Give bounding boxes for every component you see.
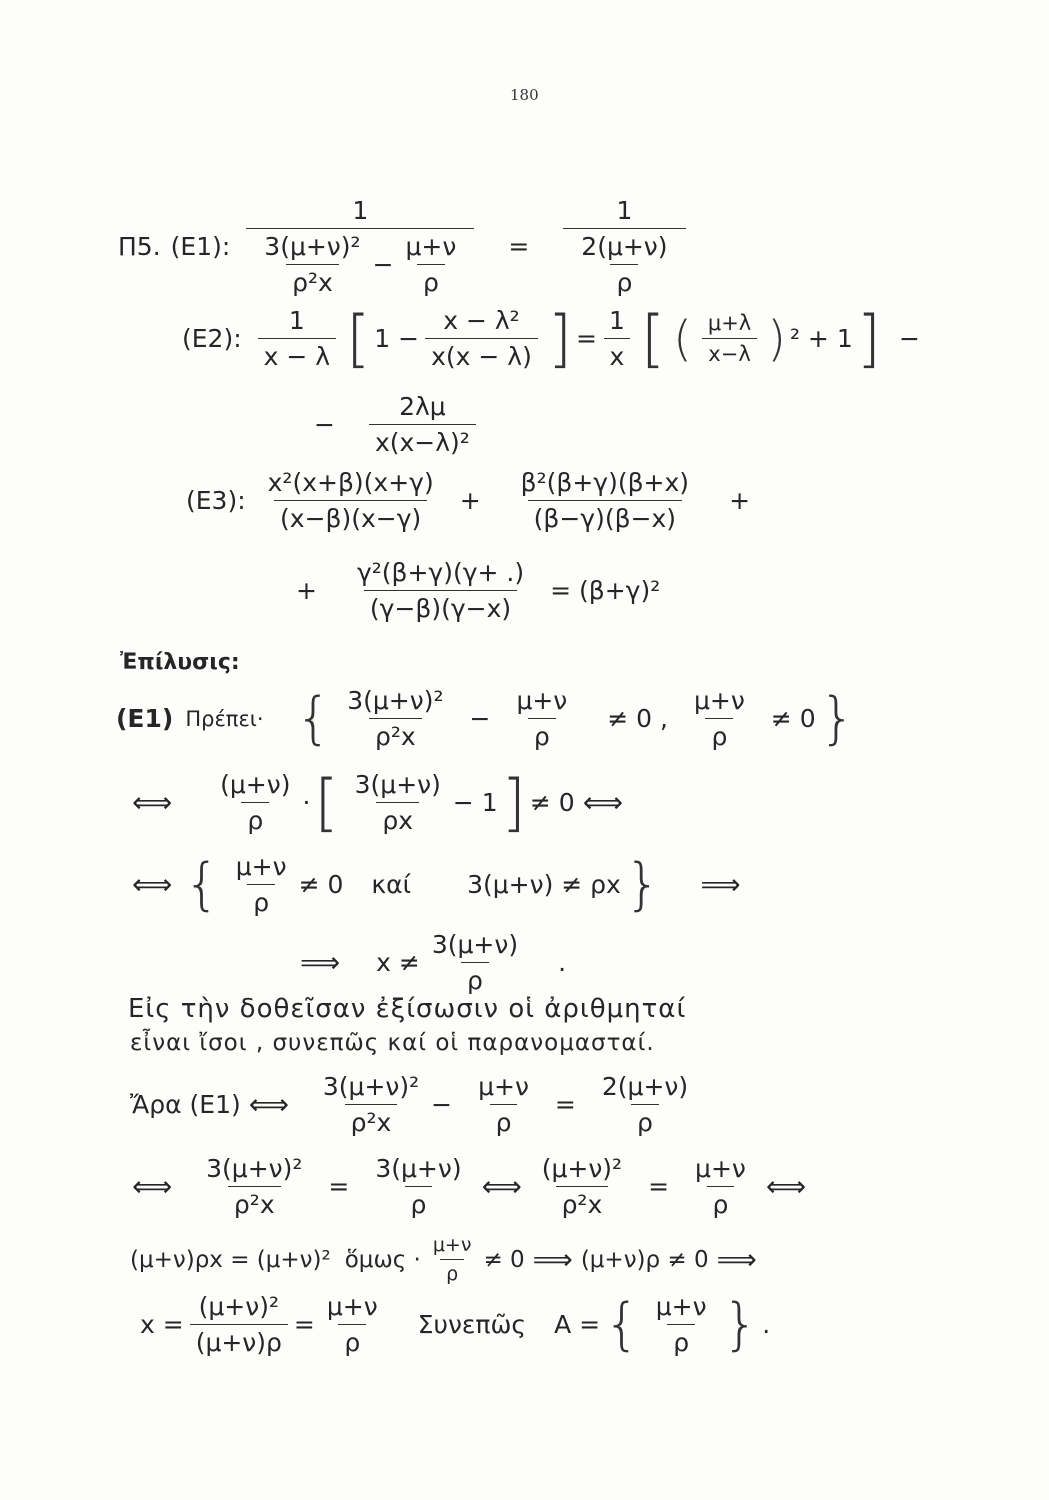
sol-r3-cond: 3(μ+ν) ≠ ρx (467, 870, 621, 899)
e2-f2 (603, 306, 631, 371)
sol-row7 (130, 1234, 765, 1285)
e1-den-b-den: ρ (417, 264, 445, 297)
page-number: 180 (510, 86, 539, 104)
sol-r8-c-num: μ+ν (655, 1292, 707, 1321)
sol-r7-omos: ὅμως · (344, 1246, 421, 1273)
e1-eq: = (508, 232, 530, 261)
implies-arrow: ⟹ (716, 1243, 757, 1276)
sol-r5-c (596, 1072, 694, 1137)
iff-arrow: ⟺ (132, 868, 173, 901)
e2-rbracket: ] (547, 301, 573, 375)
e2-paren-num: μ+λ (707, 311, 752, 335)
sol-r7-frac (427, 1234, 478, 1285)
sol-r8-dot: . (762, 1310, 771, 1339)
sol-text2: εἶναι ἴσοι , συνεπῶς καί οἱ παρανομασταί. (130, 1030, 655, 1056)
sol-r8-b (321, 1292, 384, 1357)
e2-eq: = (576, 324, 597, 353)
sol-row3 (124, 852, 749, 917)
sol-r4-dot: . (558, 948, 567, 977)
sol-r6-d (689, 1154, 752, 1219)
sol-r5-b-den: ρ (490, 1104, 518, 1137)
sol-r2-dot: · (302, 788, 311, 817)
e1-rhs-fraction (563, 196, 685, 297)
sol-r6-eq: = (328, 1172, 350, 1201)
iff-arrow: ⟺ (248, 1088, 289, 1121)
iff-arrow: ⟺ (481, 1170, 522, 1203)
problem-e3-cont (296, 558, 660, 623)
sol-r6-b-den: ρ (405, 1186, 433, 1219)
sol-r2-lbracket: [ (314, 765, 339, 839)
implies-arrow: ⟹ (700, 868, 741, 901)
sol-r4-x: x ≠ (376, 948, 420, 977)
e1-den-a-num: 3(μ+ν)² (264, 232, 361, 261)
sol-r4 (426, 930, 524, 995)
sol-c1-num: 3(μ+ν)² (347, 686, 444, 715)
e3-rhs: = (β+γ)² (550, 576, 661, 605)
e3-t1 (262, 468, 440, 533)
sol-r5-c-den: ρ (631, 1104, 659, 1137)
sol-r2-in-num: 3(μ+ν) (354, 770, 441, 799)
sol-must: Πρέπει· (185, 706, 264, 731)
e3-plus3: + (296, 576, 317, 605)
sol-row8 (140, 1292, 770, 1357)
sol-c1-den: ρ²x (369, 718, 422, 751)
e1-rhs-den (563, 228, 685, 297)
implies-arrow: ⟹ (532, 1243, 573, 1276)
problem-e2 (182, 301, 920, 375)
e1-den-a-den: ρ²x (286, 264, 339, 297)
sol-rbrace: } (819, 685, 856, 751)
e2-lparen: ( (673, 310, 692, 367)
e2-f1 (258, 306, 336, 371)
sol-neq0-b: ≠ 0 (770, 704, 816, 733)
sol-r3-and: καί (371, 870, 412, 899)
sol-e1-tag: (E1) (116, 704, 174, 733)
sol-r7-den: ρ (440, 1259, 464, 1285)
sol-r5-eq: = (554, 1090, 576, 1119)
e2-last-num: 2λμ (399, 392, 446, 421)
e1-rhs-num: 1 (616, 196, 633, 225)
sol-r5-a (317, 1072, 425, 1137)
e2-f2-den: x (604, 338, 631, 371)
sol-r5-b-num: μ+ν (478, 1072, 529, 1101)
e1-rhs-den-num: 2(μ+ν) (581, 232, 668, 261)
e1-lhs-num: 1 (352, 196, 369, 225)
e1-lhs-fraction (246, 196, 474, 297)
e1-den-b-num: μ+ν (405, 232, 457, 261)
sol-r2-rbracket: ] (501, 765, 526, 839)
e3-t2-den: (β−γ)(β−x) (528, 500, 682, 533)
sol-c3 (688, 686, 751, 751)
e3-t3-num: γ²(β+γ)(γ+ .) (356, 558, 525, 587)
sol-r6-a-num: 3(μ+ν)² (206, 1154, 303, 1183)
sol-neq0-a: ≠ 0 , (607, 704, 668, 733)
e2-inner-num: x − λ² (443, 306, 520, 335)
problem-e2-cont (314, 392, 482, 457)
sol-row6 (124, 1154, 814, 1219)
e2-rparen: ) (767, 310, 786, 367)
sol-r4-num: 3(μ+ν) (431, 930, 519, 959)
e2-f1-den: x − λ (258, 338, 336, 371)
e1-tag: (E1): (170, 232, 231, 261)
sol-r3-rbrace: } (624, 851, 661, 917)
sol-r7-a: (μ+ν)ρx = (μ+ν)² (130, 1246, 331, 1273)
e3-t1-den: (x−β)(x−γ) (274, 500, 427, 533)
e1-den-b (400, 232, 463, 297)
e3-t2 (515, 468, 695, 533)
sol-r8-lbrace: { (604, 1291, 640, 1357)
e3-plus1: + (459, 486, 481, 515)
sol-r3-den: ρ (247, 884, 275, 917)
e2-f2-num: 1 (608, 306, 625, 335)
sol-r6-d-num: μ+ν (695, 1154, 746, 1183)
sol-c1 (341, 686, 449, 751)
sol-r2-in (349, 770, 447, 835)
sol-r8-x: x = (140, 1310, 184, 1339)
e2-inner-den: x(x − λ) (425, 338, 538, 371)
e2-inner-one: 1 − (374, 324, 420, 353)
sol-r4-den: ρ (461, 962, 489, 995)
sol-r3-lbrace: { (184, 851, 220, 917)
e2-trail-minus: − (898, 324, 920, 353)
sol-r8-a-num: (μ+ν)² (198, 1292, 279, 1321)
e3-t1-num: x²(x+β)(x+γ) (267, 468, 434, 497)
sol-r2-den: ρ (241, 802, 269, 835)
e3-t3-den: (γ−β)(γ−x) (364, 590, 517, 623)
e2-lbracket: [ (346, 301, 371, 375)
sol-r7-num: μ+ν (432, 1234, 472, 1256)
sol-lbrace: { (295, 685, 332, 751)
sol-r6-a (200, 1154, 308, 1219)
e3-t3 (351, 558, 530, 623)
sol-r2-neq: ≠ 0 (529, 788, 575, 817)
sol-r3-neq: ≠ 0 (298, 870, 344, 899)
sol-text1: Εἰς τὴν δοθεῖσαν ἐξίσωσιν οἱ ἀριθμηταί (128, 994, 687, 1024)
problem-e3 (186, 468, 750, 533)
problem-label: Π5. (118, 232, 161, 261)
sol-r8-set: A = (554, 1310, 601, 1339)
sol-r3-num: μ+ν (235, 852, 287, 881)
sol-r8-a (190, 1292, 288, 1357)
iff-arrow: ⟺ (765, 1170, 807, 1203)
sol-r5-c-num: 2(μ+ν) (601, 1072, 689, 1101)
e2-inner (425, 306, 538, 371)
sol-row2 (124, 765, 631, 839)
sol-r2-num: (μ+ν) (220, 770, 291, 799)
sol-c3-den: ρ (705, 718, 733, 751)
sol-r6-c-num: (μ+ν)² (541, 1154, 623, 1183)
sol-r7-b: (μ+ν)ρ ≠ 0 (580, 1246, 709, 1273)
sol-e1-condition (116, 686, 859, 751)
implies-arrow: ⟹ (300, 946, 341, 979)
sol-r5-b (472, 1072, 535, 1137)
e3-t2-num: β²(β+γ)(β+x) (520, 468, 690, 497)
sol-r6-b-num: 3(μ+ν) (375, 1154, 462, 1183)
sol-r2 (214, 770, 296, 835)
e1-den-minus: − (372, 250, 394, 279)
sol-r6-c-den: ρ²x (556, 1186, 609, 1219)
e1-den-a (258, 232, 366, 297)
e2-rbracket2: ] (856, 301, 881, 375)
sol-c1-minus: − (469, 704, 491, 733)
e2-exp-plus-one: ² + 1 (789, 324, 853, 353)
sol-r2-in-den: ρx (376, 802, 419, 835)
e1-lhs-den (246, 228, 474, 297)
iff-arrow: ⟺ (582, 786, 623, 819)
sol-r8-a-den: (μ+ν)ρ (190, 1324, 288, 1357)
problem-e1 (118, 196, 692, 297)
e3-tag: (E3): (186, 486, 246, 515)
sol-r6-d-den: ρ (707, 1186, 735, 1219)
sol-r8-b-den: ρ (338, 1324, 366, 1357)
sol-r6-eq2: = (648, 1172, 670, 1201)
sol-r8-b-num: μ+ν (326, 1292, 378, 1321)
sol-r5-minus: − (431, 1090, 453, 1119)
sol-r7-neq: ≠ 0 (483, 1246, 525, 1273)
sol-r5-a-num: 3(μ+ν)² (322, 1072, 420, 1101)
sol-r8-c-den: ρ (667, 1324, 695, 1357)
sol-r6-a-den: ρ²x (228, 1186, 281, 1219)
e2-cont-minus: − (314, 410, 335, 439)
sol-row4 (292, 930, 566, 995)
sol-c3-num: μ+ν (693, 686, 745, 715)
e2-last (369, 392, 476, 457)
sol-r6-b (369, 1154, 467, 1219)
sol-c2-den: ρ (528, 718, 556, 751)
e2-tag: (E2): (182, 324, 242, 353)
sol-r8-therefore: Συνεπῶς (417, 1310, 527, 1339)
solutions-heading: Ἐπίλυσις: (120, 650, 240, 675)
iff-arrow: ⟺ (132, 786, 173, 819)
sol-r5-a-den: ρ²x (345, 1104, 398, 1137)
e2-paren-frac (702, 311, 757, 366)
sol-row5 (130, 1072, 700, 1137)
e1-rhs-den-frac (575, 232, 673, 297)
sol-r6-c (536, 1154, 628, 1219)
sol-r8-rbrace: } (722, 1291, 759, 1357)
sol-r8-eq: = (293, 1310, 315, 1339)
sol-c2 (510, 686, 573, 751)
sol-c2-num: μ+ν (516, 686, 568, 715)
sol-r8-c (650, 1292, 713, 1357)
e2-last-den: x(x−λ)² (369, 424, 476, 457)
e2-paren-den: x−λ (702, 338, 756, 366)
sol-ara: Ἄρα (E1) (130, 1090, 241, 1119)
e2-f1-num: 1 (288, 306, 305, 335)
sol-r3 (230, 852, 293, 917)
e1-rhs-den-den: ρ (610, 264, 638, 297)
iff-arrow: ⟺ (132, 1170, 173, 1203)
e3-plus2: + (729, 486, 751, 515)
e2-lbracket2: [ (640, 301, 666, 375)
sol-r2-in-minus: − 1 (452, 788, 498, 817)
